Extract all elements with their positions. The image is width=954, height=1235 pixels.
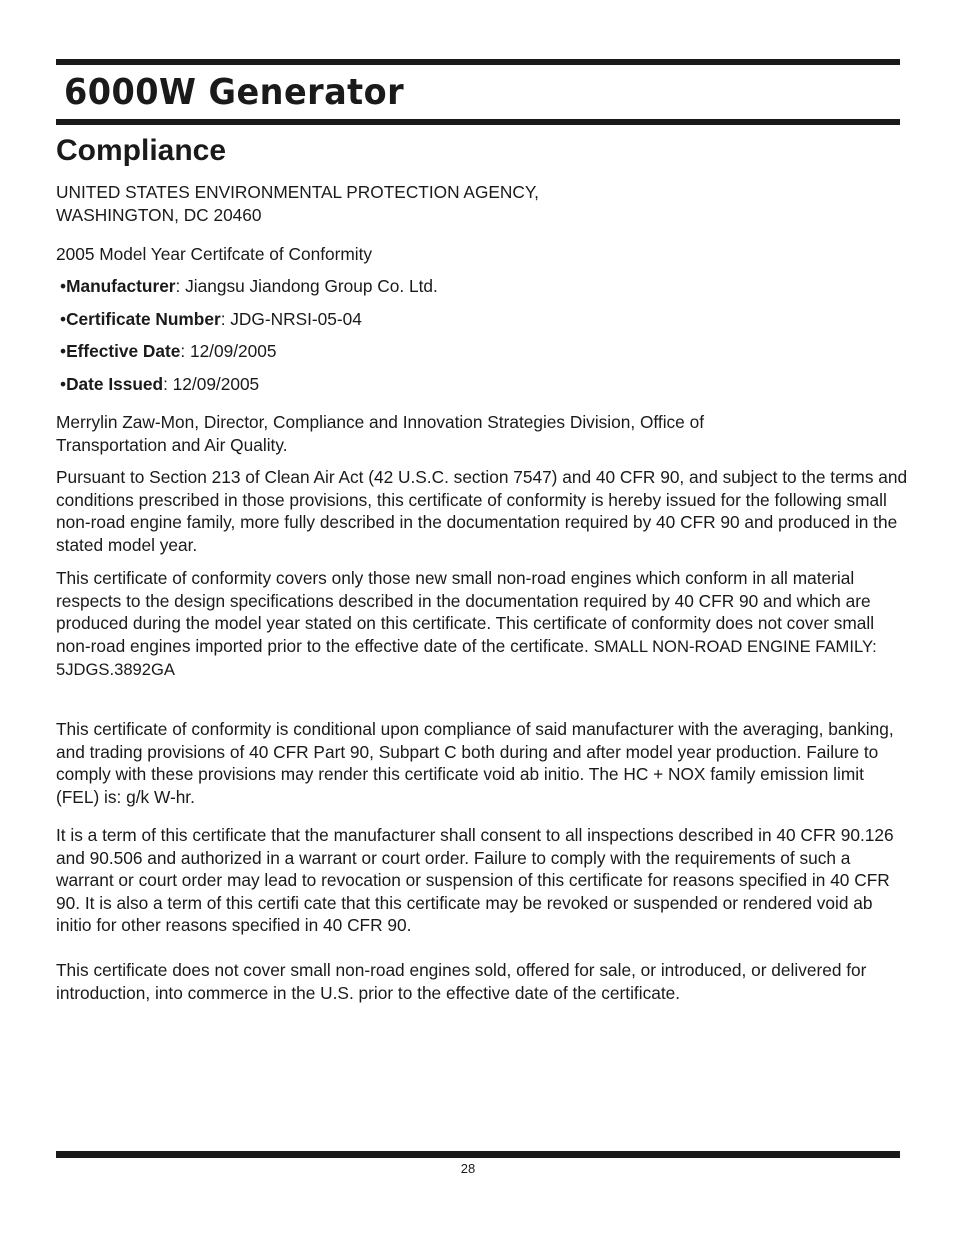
document-title: 6000W Generator xyxy=(64,72,405,113)
bullet-dot: • xyxy=(60,276,67,296)
bullet-date-issued xyxy=(60,373,259,395)
paragraph-not-covered: This certificate does not cover small non-road engines sold, offered for sale, or introduced, or delivered for introduction, into commerce in the U.S. prior to the effective date of the certificate. xyxy=(56,960,867,1003)
paragraph-signatory: Merrylin Zaw-Mon, Director, Compliance and Innovation Strategies Division, Office of Transportation and Air Quality. xyxy=(56,412,704,455)
bullet-effective-date xyxy=(60,340,276,362)
paragraph-coverage-text: This certificate of conformity covers only those new small non-road engines which conform in all material respects to the design specifications described in the documentation required by 40 CFR 90 and which are produced during the model year stated on this certificate. This certificate of conformity does not cover small non-road engines imported prior to the effective date of the certificate. xyxy=(56,568,875,656)
agency-address: WASHINGTON, DC 20460 xyxy=(56,205,262,225)
bullet-label: Manufacturer xyxy=(66,276,176,296)
bullet-dot: • xyxy=(60,374,67,394)
bullet-value: : 12/09/2005 xyxy=(180,341,277,361)
bullet-certificate-number xyxy=(60,308,362,330)
paragraph-pursuant: Pursuant to Section 213 of Clean Air Act (42 U.S.C. section 7547) and 40 CFR 90, and subject to the terms and conditions prescribed in those provisions, this certificate of conformity is hereby issued for the following small non-road engine family, more fully described in the documentation required by 40 CFR 90 and produced in the stated model year. xyxy=(56,467,908,555)
engine-family: SMALL NON-ROAD ENGINE FAMILY: 5JDGS.3892GA xyxy=(56,636,877,679)
bullet-dot: • xyxy=(60,309,67,329)
paragraph-conditional: This certificate of conformity is conditional upon compliance of said manufacturer with the averaging, banking, and trading provisions of 40 CFR Part 90, Subpart C both during and after model year production. Failure to comply with these provisions may render this certificate void ab initio. The HC + NOX family emission limit (FEL) is: g/k W-hr. xyxy=(56,719,894,807)
footer-rule xyxy=(56,1151,900,1158)
bullet-value: : 12/09/2005 xyxy=(163,374,260,394)
bullet-label: Effective Date xyxy=(66,341,181,361)
bullet-label: Certificate Number xyxy=(66,309,221,329)
section-heading: Compliance xyxy=(56,134,227,167)
certificate-title: 2005 Model Year Certifcate of Conformity xyxy=(56,244,373,264)
agency-name: UNITED STATES ENVIRONMENTAL PROTECTION AGENCY, xyxy=(56,182,539,202)
paragraph-inspections: It is a term of this certificate that the manufacturer shall consent to all inspections described in 40 CFR 90.126 and 90.506 and authorized in a warrant or court order. Failure to comply with the requirements of such a warrant or court order may lead to revocation or suspension of this certificate for reasons specified in 40 CFR 90. It is also a term of this certifi cate that this certificate may be revoked or suspended or rendered void ab initio for other reasons specified in 40 CFR 90. xyxy=(56,825,894,935)
header-bottom-rule xyxy=(56,119,900,125)
bullet-dot: • xyxy=(60,341,67,361)
bullet-label: Date Issued xyxy=(66,374,164,394)
bullet-value: : JDG-NRSI-05-04 xyxy=(220,309,362,329)
page-number: 28 xyxy=(460,1161,476,1176)
bullet-manufacturer xyxy=(60,275,438,297)
paragraph-coverage xyxy=(56,567,901,682)
bullet-value: : Jiangsu Jiandong Group Co. Ltd. xyxy=(175,276,438,296)
header-top-rule xyxy=(56,59,900,65)
